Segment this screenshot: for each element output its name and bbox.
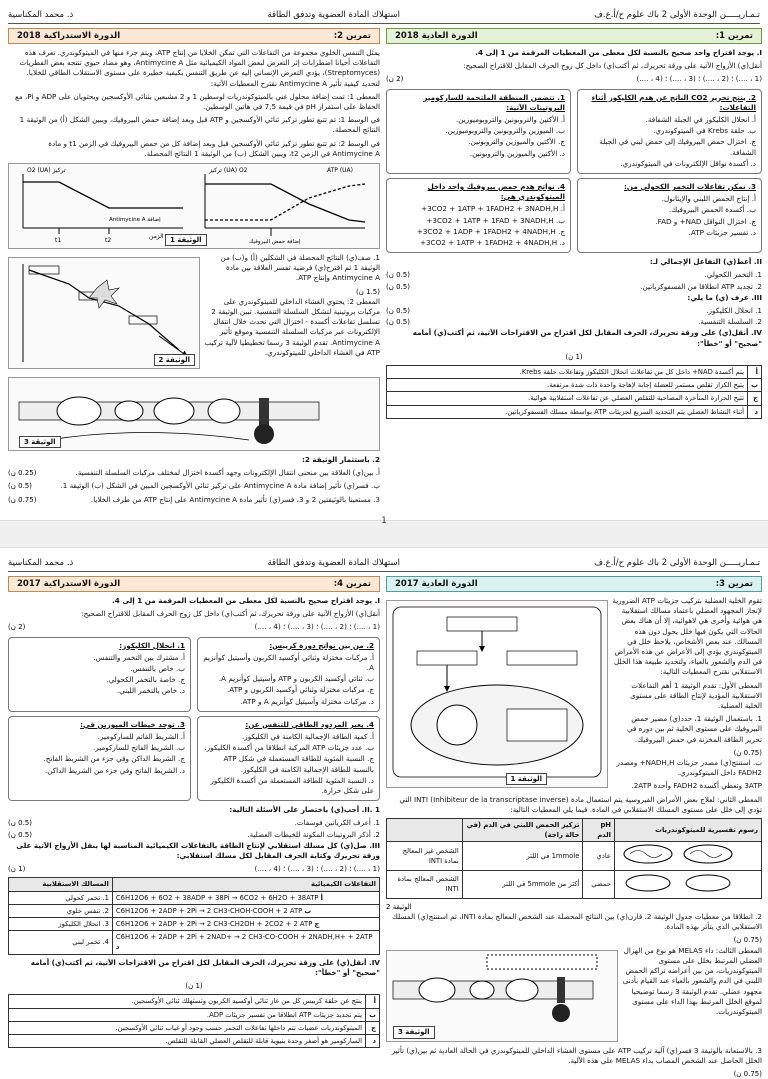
mcq-option: ب. عدد جزيئات ATP المركبة انطلاقا من أكسدة الكليكوز. xyxy=(204,743,374,753)
document-3-diagram xyxy=(386,950,618,1042)
question-1b: ب. استنتج(ي) مصدر جزيئات NADH,H+ ومصدر FADH2 داخل الميتوكوندري. xyxy=(616,758,762,778)
question-item: 1. أعرف الكرياتين فوسفات. xyxy=(294,818,380,828)
mcq-box-title: 4. يعبر المردود الطاقي للتنفس عن: xyxy=(245,719,374,729)
mcq-box-4 xyxy=(386,178,571,253)
table-row xyxy=(387,366,762,379)
mcq-option: د. مركبات مختزلة وأسيتيل كوأنزيم A و ATP. xyxy=(240,696,374,706)
pathway: 1. تخمر كحولي xyxy=(9,891,113,904)
redox-diagram xyxy=(9,258,199,368)
question-2: 2. باستثمار الوثيقة 2: xyxy=(302,455,380,465)
column-header: رسوم تفسيرية للميتوكوندريات xyxy=(615,819,762,842)
row-statement: أثناء النشاط العضلي يتم التجديد السريع لجزيئات ATP بواسطة مسلك الفسفوكرياتين. xyxy=(387,405,748,418)
graph-a xyxy=(205,167,365,245)
cell-ph: حمضي xyxy=(583,870,615,898)
reaction-letter: ج xyxy=(314,920,320,929)
data-1: المعطى الأول: تقدم الوثيقة 1 أهم التفاعلات الاستقلابية المؤدية لإنتاج الطاقة على مستوى الخلية العضلية. xyxy=(630,680,762,711)
mcq-option: ج. مركبات مختزلة وثنائي أوكسيد الكربون و ATP. xyxy=(227,685,374,695)
ex3-text xyxy=(612,596,762,795)
cell-lactate: أكثر من 5mmole في اللتر xyxy=(462,870,583,898)
points: (1.5 ن) xyxy=(356,287,380,296)
mcq-option: ب. 3CO2 + 1ATP + 1FAD + 3NADH,H+ xyxy=(426,215,565,225)
mcq-option: ج. النسبة المئوية للطاقة المستعملة في شكل ATP بالنسبة للطاقة الإجمالية الكامنة في الكليكوز. xyxy=(223,754,374,774)
question-3: 3. بالاستعانة بالوثيقة 3 فسر(ي) آلية تركيب ATP على مستوى الغشاء الداخلي للميتوكوندري في الحالة العادية ثم بين(ي) تأثير الخلل الحاصل عند الشخص المصاب بداء MELAS على هذه الآلية. xyxy=(391,1045,762,1065)
row-statement: ينتج عن حلقة كريبس كل من غاز ثنائي أوكسيد الكربون وتستهلك ثنائي الأوكسجين. xyxy=(9,995,366,1008)
exercise-1-heading xyxy=(386,28,762,44)
graph-b xyxy=(23,167,183,244)
row-letter: ب xyxy=(748,379,762,392)
reaction: C6H12O6 + 2ADP + 2Pi → 2 CH3-CHOH-COOH + 2 ATP xyxy=(115,906,303,915)
mcq-option: د. النسبة المئوية للطاقة المستعملة من أكسدة الكليكوز على شكل حرارة. xyxy=(210,775,374,796)
question-I-text: أنقل(ي) الأزواج الآتية على ورقة تحريرك، ثم أكتب(ي) داخل كل زوج الحرف المقابل للاقتراح الصحيح: xyxy=(81,609,380,619)
mcq-option: ب. خاص بالتنفس. xyxy=(130,664,185,674)
points: (0.5 ن) xyxy=(8,830,32,839)
table-row xyxy=(9,1008,380,1021)
question-I-pairs: (1 ، ....) ؛ (2 ، ....) ؛ (3 ، ....) ؛ (4 ، ....) xyxy=(254,622,380,632)
mcq-option: ب. الشريط الفاتح للساركومير. xyxy=(93,743,185,753)
mcq-option: أ. مركبات مختزلة وثنائي أوكسيد الكربون وأسيتيل كوأنزيم A. xyxy=(203,652,374,673)
question-2a: أ. بين(ي) العلاقة بين منحنى انتقال الإلكترونات وجهد أكسدة اختزال لمختلف مركبات السلسلة التنفسية. xyxy=(75,468,380,478)
question-I-pairs: (1 ، ....) ؛ (2 ، ....) ؛ (3 ، ....) ؛ (4 ، ....) xyxy=(636,74,762,84)
question-2b-row xyxy=(8,481,380,491)
mcq-option: أ. مشترك بين التخمر والتنفس. xyxy=(93,652,185,662)
reaction: C6H12O6 + 2ADP + 2Pi + 2NAD+ → 2 CH3-CO-COOH + 2NADH,H+ + 2ATP xyxy=(115,933,373,942)
header-center: استهلاك المادة العضوية وتدفق الطاقة xyxy=(267,10,400,20)
exercise-session: الدورة الاستدراكية 2018 xyxy=(17,30,121,41)
membrane-diagram xyxy=(9,378,379,450)
mcq-box-1 xyxy=(386,89,571,174)
mcq-option: د. الشريط الفاتح وفي جزء من الشريط الداكن. xyxy=(44,765,185,775)
question-III-pairs: (1 ، ....) ؛ (2 ، ....) ؛ (3 ، ....) ؛ (4 ، ....) xyxy=(254,864,380,874)
row-letter: أ xyxy=(366,995,380,1008)
header-center: استهلاك المادة العضوية وتدفق الطاقة xyxy=(267,558,400,568)
question-I-text: أنقل(ي) الأزواج الآتية على ورقة تحريرك، ثم أكتب(ي) داخل كل زوج الحرف المقابل للاقتراح الصحيح: xyxy=(463,61,762,71)
points: (0.75 ن) xyxy=(733,1070,762,1079)
document-label: الوثيقة 3 xyxy=(393,1026,435,1038)
metabolism-diagram xyxy=(387,601,607,787)
row-statement: تتيح الحرارة المتأخرة المصاحبة للتقلص العضلي عن تفاعلات استقلابية هوائية. xyxy=(387,392,748,405)
mcq-option: أ. 3CO2 + 1ATP + 1FADH2 + 3NADH,H+ xyxy=(421,204,565,214)
question-2: 2. انطلاقا من معطيات جدول الوثيقة 2، قارن(ي) بين النتائج المحصلة عند الشخص المعالج بمادة INTI، ثم استنتج(ي) المسلك الاستقلابي الذي يتأثر بهذه المادة. xyxy=(391,912,762,932)
points: (0.75 ن) xyxy=(733,936,762,945)
question-III-title: III. عرف (ي) ما يلي: xyxy=(687,292,762,302)
table-row xyxy=(387,870,762,898)
mcq-option: ب. ثنائي أوكسيد الكربون و ATP وأسيتيل كوأنزيم A. xyxy=(218,674,374,684)
table-header xyxy=(387,819,762,842)
mcq-box-title: 2. ينتج تحرير CO2 الناتج عن هدم الكليكوز أثناء التفاعلات: xyxy=(591,92,756,112)
pathway: 2. تنفس خلوي xyxy=(9,904,113,917)
row-statement: يتم تجديد جزيئات ATP انطلاقا من تفسير جزيئات ADP. xyxy=(9,1008,366,1021)
mcq-option: ب. أكسدة الحمض البيروفيك. xyxy=(669,205,756,215)
question-III-pairs-row xyxy=(8,864,380,874)
mcq-option: د. خاص بالتخمر اللبني. xyxy=(116,686,185,696)
mcq-option: أ. إنتاج الحمض اللبني والإيثانول. xyxy=(661,194,756,204)
mcq-box-title: 1. تتضمن المنطقة الملتحمة للسارکومير البروتينات الآتية: xyxy=(423,92,565,112)
page-number: 1 xyxy=(381,516,387,526)
question-II-title: II. 1. أجب(ي) باختصار على الأسئلة التالية: xyxy=(229,805,380,815)
o2-curve xyxy=(23,182,183,208)
row-letter: ج xyxy=(748,392,762,405)
question-item: 2. السلسلة التنفسية. xyxy=(698,317,762,327)
exercise-intro: يمثل التنفس الخلوي مجموعة من التفاعلات التي تمكن الخلايا من إنتاج ATP، ويتم جزء منها في الميتوكوندري. تعرف هذه التفاعلات أحيانا اضطرابات إثر التعرض لبعض المواد الكيميائية مثل Antimycine A، وهو مضاد حيوي تنتجه بعض الفطريات (Streptomyces)، يؤدي التعرض الإنساني إليه عن طريق التنفس بكيفية خطيرة على مستوى الاستقلاب الطاقي للخلايا. لتحديد كيفية تأثير Antimycine A نقترح المعطيات الآتية: xyxy=(19,48,380,88)
mcq-option: ب. حلقة Krebs في الميتوكوندري. xyxy=(653,126,756,136)
mcq-option: أ. الشريط القاتم للساركومير. xyxy=(97,732,185,742)
reaction-letter: ب xyxy=(304,906,312,915)
doc2-row xyxy=(8,253,380,373)
table-row xyxy=(9,918,380,931)
points: (0.25 ن) xyxy=(8,469,37,478)
column-header: المسالك الاستقلابية xyxy=(9,878,113,891)
page-1 xyxy=(0,0,768,520)
document-1-graphs xyxy=(8,163,380,249)
table-row xyxy=(387,392,762,405)
question-II-items xyxy=(386,270,762,291)
question-1: 1. باستعمال الوثيقة 1، حدد(ي) مصير حمض البيروفيك على مستوى الخلية ثم بين دوره في تحرير الطاقة المخزنة في حمض البيروفيك. xyxy=(626,714,762,744)
exercise-4-heading xyxy=(8,576,380,592)
mcq-option: ج. اختزال النواقل NAD+ و FAD. xyxy=(655,216,756,226)
mcq-box-3 xyxy=(8,716,191,801)
mcq-option: ج. اختزال حمض البيروفيك إلى حمض لبني في الجبلة الشفافة. xyxy=(599,137,756,157)
mcq-box-title: 2. من بين نواتج دورة كريبس: xyxy=(269,640,374,650)
cell-subject: الشخص غير المعالج بمادة INTI xyxy=(387,842,463,870)
row-letter: د xyxy=(366,1034,380,1047)
mcq-option: د. الأكتين والميوزين والتروبونين. xyxy=(469,148,565,158)
running-header xyxy=(8,6,760,24)
points: (2 ن) xyxy=(386,75,404,84)
data-2: المعطى الثاني: لعلاج بعض الأمراض الفيروسية يتم استعمال مادة INTI (Inhibiteur de la transcriptase inverse) التي تؤدي إلى خلل على مستوى المسلك الاستقلابي في المادة. فيما يلي المعطيات التالية: xyxy=(399,794,762,814)
question-IV-title: IV. أنقل(ي) على ورقة تحريرك، الحرف المقابل لكل اقتراح من الاقتراحات الآتية، ثم أكتب(ي) أمامه "صحيح" أو "خطأ": xyxy=(30,957,380,977)
exercise-session: الدورة الاستدراكية 2017 xyxy=(17,578,121,589)
exercise-3-heading xyxy=(386,576,762,592)
points: (1 ن) xyxy=(185,982,203,991)
question-item: 2. أذكر البروتينات المكونة للخيطات العضلية. xyxy=(247,829,380,839)
points: (0.5 ن) xyxy=(386,318,410,327)
column-header: pH الدم xyxy=(583,819,615,842)
table-row xyxy=(9,1021,380,1034)
exercise-title: تمرين 2: xyxy=(333,30,371,41)
points: (0.5 ن) xyxy=(386,307,410,316)
mcq-box-2 xyxy=(197,637,380,712)
pathways-table xyxy=(8,877,380,954)
exercise-2-heading xyxy=(8,28,380,44)
mcq-box-title: 3. تمكن تفاعلات التخمر الكحولي من: xyxy=(624,182,756,192)
exercise-4 xyxy=(8,576,380,1045)
mcq-option: د. تفسير جزيئات ATP. xyxy=(688,227,756,237)
mcq-option: أ. كمية الطاقة الإجمالية الكامنة في الكليكوز. xyxy=(241,732,374,742)
row-statement: يتيح الكزاز تقلص مستمر للعضلة إجابة لإهاجة واحدة ذات شدة مرتفعة. xyxy=(387,379,748,392)
table-row xyxy=(387,842,762,870)
table-row xyxy=(387,405,762,418)
question-1-block xyxy=(204,253,380,373)
reaction: C6H12O6 + 2ADP + 2Pi → 2 CH3-CH2OH + 2CO2 + 2 ATP xyxy=(115,920,313,929)
cell-ph: عادي xyxy=(583,842,615,870)
data-2: المعطى 2: يحتوي الغشاء الداخلي للميتوكوندري على مركبات بروتينية لتشكل السلسلة التنفسية. تبين الوثيقة 2 تسلسل تفاعلات أكسدة - اختزال التي تحدث خلال انتقال الإلكترونات عبر مركبات السلسلة التنفسية وموقع تأثير Antimycine A. تقدم الوثيقة 3 رسما تخطيطيا لآلية تركيب ATP في الغشاء الداخلي للميتوكوندري. xyxy=(204,296,380,357)
mcq-box-title: 1. انحلال الكليكوز: xyxy=(119,640,185,650)
mcq-option: ج. الأكتين والميوزين والتروبونين. xyxy=(468,137,565,147)
data-3-block xyxy=(622,946,762,1046)
mcq-box-1 xyxy=(8,637,191,712)
points: (2 ن) xyxy=(8,623,26,632)
document-2-table xyxy=(386,818,762,899)
pathway: 3. انحلال الكليكوز xyxy=(9,918,113,931)
row-letter: ب xyxy=(366,1008,380,1021)
table-row xyxy=(9,904,380,917)
points: (0.5 ن) xyxy=(8,819,32,828)
mcq-box-4 xyxy=(197,716,380,801)
mcq-option: ج. الشريط الداكن وفي جزء من الشريط الفاتح. xyxy=(43,754,185,764)
cell-lactate: 1mmole في اللتر xyxy=(462,842,583,870)
exercise-1 xyxy=(386,28,762,422)
mcq-option: د. 3CO2 + 1ATP + 1FADH2 + 4NADH,H+ xyxy=(419,238,565,248)
mitochondria-sketch-treated xyxy=(615,870,762,898)
points: (1 ن) xyxy=(565,352,583,361)
header-right: تـمـاريـــــن الوحدة الأولى 2 باك علوم ح/أ.ع.ف xyxy=(594,558,760,568)
question-I-title: I. يوجد اقتراح واحد صحيح بالنسبة لكل معطى من المعطيات المرقمة من 1 إلى 4. xyxy=(475,48,762,57)
reaction-letter: أ xyxy=(320,893,323,902)
exercise-title: تمرين 1: xyxy=(715,30,753,41)
question-1: 1. صف(ي) النتائج المحصلة في الشكلين (أ) و(ب) من الوثيقة 1 ثم اقترح(ي) فرضية تفسر العلاقة بين مادة Antimycine A وإنتاج ATP. xyxy=(220,253,380,283)
mcq-option: ج. خاصة بالتخمر الكحولي. xyxy=(106,675,185,685)
exercise-intro: تقوم الخلية العضلية بتركيب جزيئات ATP الضرورية لإنجاز المجهود العضلي باعتماد مسالك استقلابية هي هوائية وأخرى هي لاهوائية، إلا أن هناك بعض الحالات التي يكون فيها خلل يحول دون هذه المسالك. عند بعض الأشخاص، يلاحظ خلل في الميتوكوندري يؤدي إلى الأعراض عن هذه الأمراض في الدم والشعور بالعياء، ولتحديد طبيعة هذا الخلل الاستقلابي نقترح المعطيات التالية: xyxy=(612,596,762,677)
table-row xyxy=(9,931,380,954)
document-2-diagram xyxy=(8,257,200,369)
mcq-option: أ. انحلال الكليكوز في الجبلة الشفافة. xyxy=(645,115,756,125)
atp-curve xyxy=(205,184,365,220)
mitochondria-sketch-normal xyxy=(615,842,762,870)
axis-label: تركيز (UA) O2 xyxy=(209,167,248,175)
table-row xyxy=(9,995,380,1008)
mcq-option: أ. الأكتين والتروبونين والتروبوميوزين. xyxy=(455,115,565,125)
mcq-option: ج. 3CO2 + 1ADP + 1FADH2 + 4NADH,H+ xyxy=(416,226,565,236)
document-label: الوثيقة 1 xyxy=(165,234,207,246)
points: (0.75 ن) xyxy=(8,495,37,504)
points: (0.5 ن) xyxy=(8,482,32,491)
column-header: التفاعلات الكيميائية xyxy=(112,878,379,891)
annotation: Antimycine A إضافة xyxy=(109,217,161,224)
column-header-empty xyxy=(387,819,463,842)
points: (1 ن) xyxy=(8,865,26,874)
table-row xyxy=(9,891,380,904)
question-3-row xyxy=(8,495,380,505)
tick-label: t1 xyxy=(55,237,62,245)
running-header xyxy=(8,554,760,572)
document-label: الوثيقة 2 xyxy=(386,902,412,911)
mcq-box-title: 4. نواتج هدم حمض بيروفيك واحد داخل الميتوكوندري هي: xyxy=(427,182,565,202)
data-3: المعطى الثالث: داء MELAS هو نوع من الهزال العضلي المرتبط بخلل على مستوى الميتوكوندريات، من بين أعراضه تراكم الحمض اللبني في الدم والشعور بالعياء عند القيام بأدنى مجهود عضلي. تقدم الوثيقة 3 رسما توضيحيا لموقع الخلل المرتبط بهذا الداء على مستوى الميتوكوندريات. xyxy=(622,945,762,1016)
points: (0.75 ن) xyxy=(733,748,762,757)
mcq-box-2 xyxy=(577,89,762,174)
cell-subject: الشخص المعالج بمادة INTI xyxy=(387,870,463,898)
question-IV-title: IV. أنقل(ي) على ورقة تحريرك، الحرف المقابل لكل اقتراح من الاقتراحات الآتية، ثم أكتب(ي) أمامه "صحيح" أو "خطأ": xyxy=(412,328,762,348)
o2-curve xyxy=(205,184,365,222)
exercise-title: تمرين 4: xyxy=(333,578,371,589)
header-left: ذ. محمد المكناسية xyxy=(8,10,74,20)
exercise-3 xyxy=(386,576,762,1079)
ex3-bottom xyxy=(386,946,762,1046)
row-statement: الميتوكوندريات عضيات تتم داخلها تفاعلات التخمر حسب وجود أو غياب ثنائي الأوكسجين. xyxy=(9,1021,366,1034)
true-false-table xyxy=(8,994,380,1048)
question-I-pairs-row xyxy=(8,622,380,632)
data-1a: في الوسط 1: تم تتبع تطور تركيز ثنائي الأوكسجين و ATP قبل وبعد إضافة حمض البيروفيك، ويبين الشكل (أ) من الوثيقة 1 النتائج المحصلة. xyxy=(19,115,380,135)
mcq-row-1 xyxy=(386,89,762,174)
table-row xyxy=(387,379,762,392)
document-label: الوثيقة 2 xyxy=(154,354,196,366)
document-3-diagram xyxy=(8,377,380,451)
document-1-diagram xyxy=(386,600,608,788)
mcq-option: ب. الميوزين والتروبونين والتروبوميوزين. xyxy=(445,126,565,136)
axis-label: ATP (UA) xyxy=(327,167,354,175)
row-letter: ج xyxy=(366,1021,380,1034)
points: (0.5 ن) xyxy=(386,282,410,291)
table-header xyxy=(9,878,380,891)
exercise-session: الدورة العادية 2018 xyxy=(395,30,478,41)
question-item: 1. انحلال الكليكوز. xyxy=(706,306,762,316)
question-III-title: III. صل(ي) كل مسلك استقلابي لإنتاج الطاقة بالتفاعلات الكيميائية المناسبة لها بنقل الأزواج الآتية على ورقة تحريرك وكتابة الحرف المقابل لكل مسلك استقلابي: xyxy=(16,840,380,861)
annotation: إضافة حمض البيروفيك xyxy=(249,239,301,246)
tick-label: t2 xyxy=(105,237,112,245)
question-2b: ب. فسر(ي) تأثير إضافة مادة Antimycine A على تركيز ثنائي الأوكسجين المبين في الشكل (ب) الوثيقة 1. xyxy=(60,481,380,491)
question-item: 1. التخمر الكحولي. xyxy=(704,270,762,280)
exercise-title: تمرين 3: xyxy=(715,578,753,589)
header-right: تـمـاريـــــن الوحدة الأولى 2 باك علوم ح/أ.ع.ف xyxy=(594,10,760,20)
mcq-option: د. أكسدة نواقل الإلكترونات في الميتوكوندري. xyxy=(620,158,756,168)
page-2 xyxy=(0,548,768,1079)
ex3-top xyxy=(386,596,762,795)
question-1c: 3ATP وتعطي أكسدة FADH2 وأحدة 2ATP. xyxy=(631,781,762,791)
mcq-box-3 xyxy=(577,178,762,253)
question-I-pairs-row xyxy=(386,74,762,84)
mcq-box-title: 3. توجد خيطات الميوزين في: xyxy=(80,719,185,729)
axis-label: الزمن xyxy=(149,233,164,241)
reaction: C6H12O6 + 6O2 + 38ADP + 38Pi → 6CO2 + 6H2O + 38ATP xyxy=(115,893,319,902)
header-left: ذ. محمد المكناسية xyxy=(8,558,74,568)
question-2a-row xyxy=(8,468,380,478)
question-item: 2. تجديد ATP انطلاقا من الفسفوكرياتين. xyxy=(640,281,762,291)
question-3: 3. مستعينا بالوثيقتين 2 و 3، فسر(ي) تأثير مادة Antimycine A على إنتاج ATP من طرف الخلايا. xyxy=(90,494,380,504)
exercise-session: الدورة العادية 2017 xyxy=(395,578,478,589)
row-letter: د xyxy=(748,405,762,418)
question-I-title: I. يوجد اقتراح صحيح بالنسبة لكل معطى من المعطيات المرقمة من 1 إلى 4. xyxy=(112,596,380,605)
exercise-2 xyxy=(8,28,380,514)
document-label: الوثيقة 3 xyxy=(19,436,61,448)
pathway: 4. تخمر لبني xyxy=(9,931,113,954)
row-letter: أ xyxy=(748,366,762,379)
row-statement: يتم أكسدة NAD+ داخل كل من تفاعلات انحلال الكليكوز وتفاعلات حلقة Krebs. xyxy=(387,366,748,379)
data-1: المعطى 1: تمت إضافة محلول غني بالميتوكوندريات لوسطين 1 و 2 مشبعين بثنائي الأوكسجين ويحتويان على ADP و Pi، مع الحفاظ على استقرار pH في قيمة 7,5 في هاتين الوسطين. xyxy=(15,91,380,112)
points: (0.5 ن) xyxy=(386,271,410,280)
question-II-title: II. أعط(ي) التفاعل الإجمالي لـ: xyxy=(649,257,762,267)
document-label: الوثيقة 1 xyxy=(506,773,548,785)
mcq-row-2 xyxy=(8,716,380,801)
axis-label: O2 (UA) تركيز xyxy=(27,167,66,175)
mcq-row-2 xyxy=(386,178,762,253)
question-III-items xyxy=(386,306,762,327)
row-statement: الساركومير هو أصغر وحدة بنيوية قابلة للتقلص العضلي القابلة للتقلص. xyxy=(9,1034,366,1047)
question-II-items xyxy=(8,818,380,839)
true-false-table xyxy=(386,365,762,419)
column-header: تركيز الحمض اللبني في الدم (في حالة راحة) xyxy=(462,819,583,842)
reaction-letter: د xyxy=(115,943,120,952)
mcq-row-1 xyxy=(8,637,380,712)
data-1b: في الوسط 2: تم تتبع تطور تركيز ثنائي الأوكسجين قبل وبعد إضافة كل من حمض البيروفيك في الزمن t1 و مادة Antimycine A في الزمن t2، ويبين الشكل (ب) من الوثيقة 1 النتائج المحصلة. xyxy=(48,138,380,158)
table-row xyxy=(9,1034,380,1047)
